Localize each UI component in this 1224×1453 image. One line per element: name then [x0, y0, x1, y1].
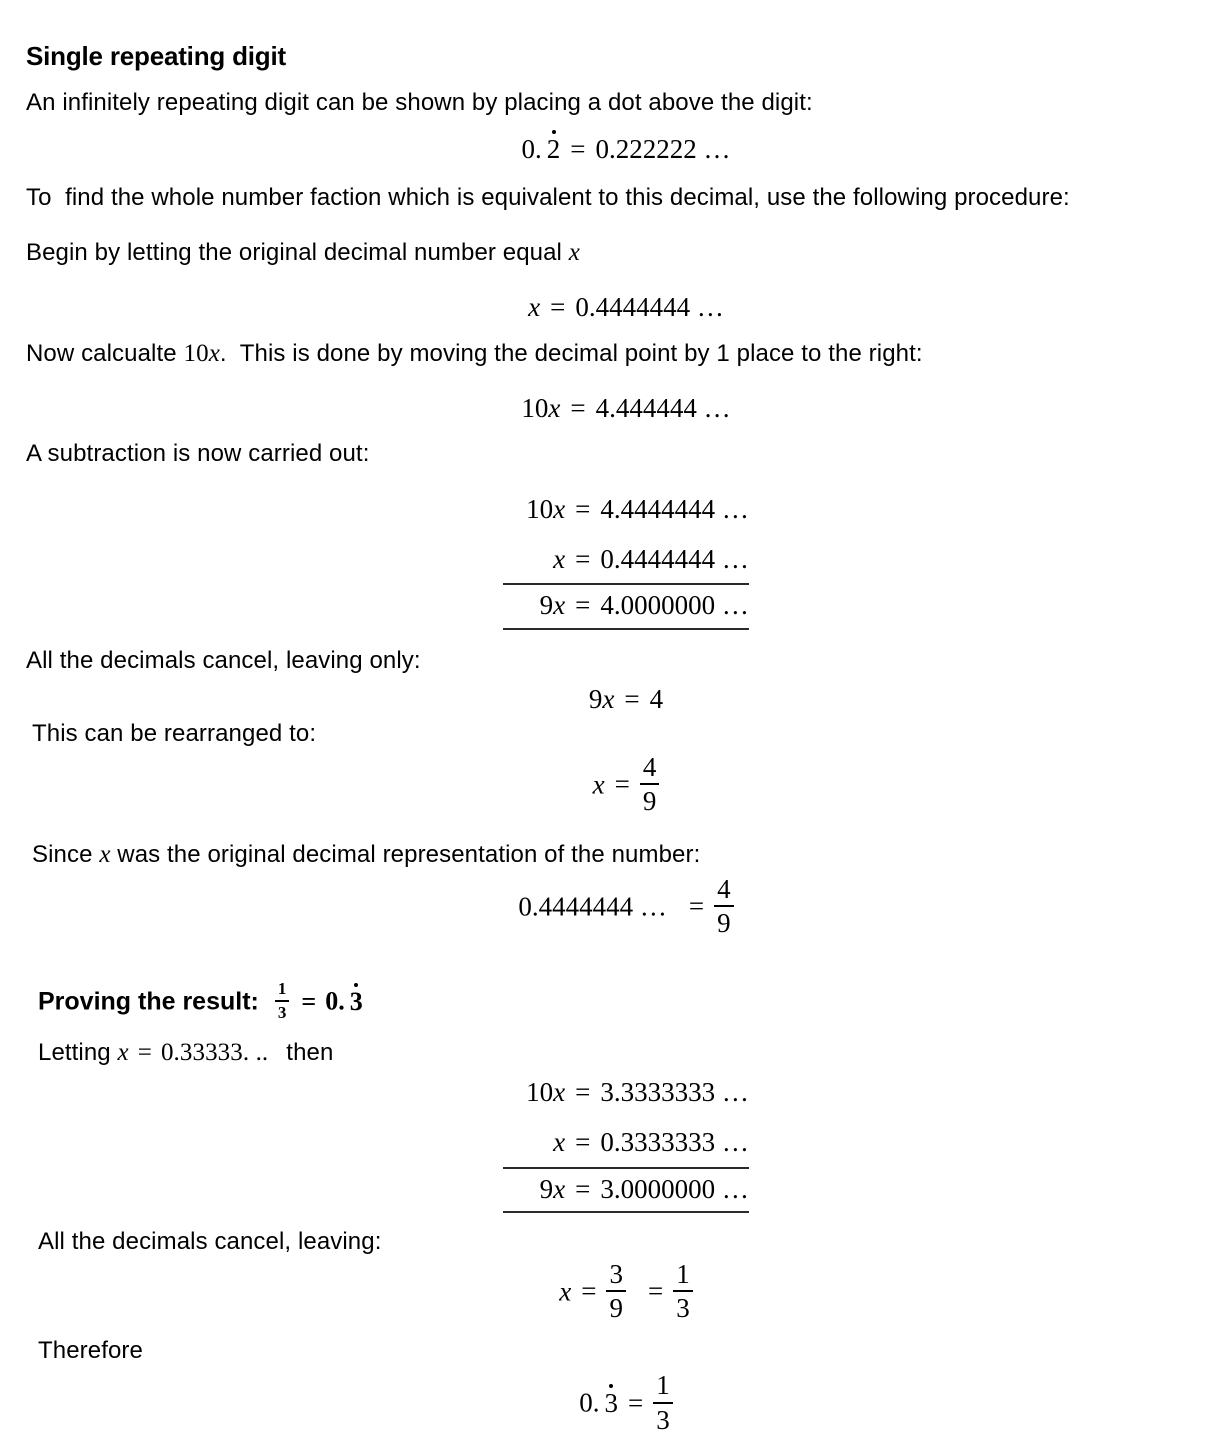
- paragraph-find-fraction: To find the whole number faction which is equivalent to this decimal, use the following procedure:: [26, 184, 1070, 212]
- equals-sign: =: [301, 986, 317, 1016]
- equals-sign: =: [688, 891, 705, 922]
- equation-lhs: [503, 495, 565, 523]
- equation-text: 4.444444 …: [595, 392, 731, 423]
- fraction-3-9: [606, 1260, 626, 1323]
- equation-text: 0.222222 …: [595, 133, 731, 164]
- equals-sign: =: [570, 392, 586, 423]
- equation-text: 0.: [579, 1387, 600, 1418]
- math-coefficient: 10: [521, 392, 549, 423]
- paragraph-since: [26, 841, 1200, 869]
- equals-sign: =: [575, 1173, 591, 1204]
- fraction-1-3: [673, 1260, 693, 1323]
- math-variable-x: x: [548, 392, 561, 423]
- equation-10x-equals-4444: [26, 394, 1200, 422]
- dotted-digit: 3: [349, 986, 363, 1016]
- fraction-denominator: 9: [642, 786, 657, 817]
- math-variable-x: x: [553, 493, 566, 524]
- aligned-equations: [503, 1078, 749, 1213]
- equals-sign: =: [647, 1276, 664, 1307]
- paragraph-text: Begin by letting the original decimal number equal: [26, 239, 569, 267]
- fraction-numerator: 1: [653, 1371, 673, 1403]
- fraction-numerator: 3: [606, 1260, 626, 1292]
- equation-9x-equals-4: [26, 685, 1200, 713]
- equation-decimal-equals-4-over-9: [26, 873, 1200, 941]
- fraction-denominator: 3: [676, 1293, 690, 1324]
- subtraction-block-2: [26, 1078, 1200, 1213]
- fraction-numerator: 1: [275, 980, 290, 1002]
- equals-sign: =: [570, 133, 586, 164]
- equals-sign: =: [575, 590, 591, 621]
- math-variable-x: x: [568, 239, 580, 267]
- paragraph-begin: [26, 239, 1200, 267]
- paragraph-text: . This is done by moving the decimal point by 1 place to the right:: [219, 339, 923, 367]
- equation-x-equals-4-over-9: [26, 751, 1200, 819]
- equals-sign: =: [614, 769, 630, 800]
- equation-rhs: 0.3333333 …: [600, 1127, 749, 1158]
- equation-text: 0.4444444 …: [575, 292, 724, 323]
- equals-sign: =: [624, 683, 640, 714]
- fraction-denominator: 3: [277, 1003, 287, 1023]
- equation-x-equals-0444: [26, 293, 1200, 321]
- equals-sign: =: [581, 1276, 597, 1307]
- equation-rhs: 4.0000000 …: [600, 590, 749, 621]
- subtraction-rule: [503, 1167, 749, 1169]
- equation-text: 4: [649, 683, 664, 714]
- paragraph-text: Since: [32, 840, 100, 868]
- math-variable-x: x: [553, 544, 566, 575]
- equation-final-result: [26, 1370, 1200, 1437]
- heading-text: Proving the result:: [38, 987, 259, 1016]
- equals-sign: =: [137, 1038, 152, 1066]
- subtraction-rule: [503, 1211, 749, 1213]
- fraction-numerator: 4: [714, 875, 734, 907]
- equation-row: [503, 591, 749, 619]
- paragraph-text: Letting: [38, 1038, 118, 1066]
- equation-row: [503, 1128, 749, 1156]
- equation-lhs: [503, 1175, 565, 1203]
- fraction-denominator: 3: [656, 1404, 670, 1435]
- equation-text: 0.4444444 …: [518, 891, 667, 922]
- equation-text: 0.: [325, 986, 345, 1016]
- equation-rhs: 4.4444444 …: [600, 493, 749, 524]
- equation-lhs: [503, 1128, 565, 1156]
- fraction-denominator: 9: [717, 907, 731, 938]
- fraction-numerator: 4: [640, 753, 660, 785]
- math-coefficient: 10: [183, 339, 209, 367]
- math-variable-x: x: [553, 590, 566, 621]
- math-variable-x: x: [99, 840, 111, 868]
- equation-x-equals-3-over-9-equals-1-over-3: [26, 1258, 1200, 1326]
- equation-lhs: [503, 591, 565, 619]
- fraction-4-9: [714, 875, 734, 938]
- fraction-1-3: [653, 1371, 673, 1434]
- equation-row: [503, 1078, 749, 1106]
- math-variable-x: x: [553, 1127, 566, 1158]
- paragraph-text: was the original decimal representation of the number:: [110, 840, 701, 868]
- equation-row: [503, 495, 749, 523]
- math-coefficient: 9: [588, 683, 603, 714]
- math-variable-x: x: [559, 1276, 572, 1307]
- fraction-numerator: 1: [673, 1260, 693, 1292]
- math-coefficient: 10: [526, 1076, 554, 1107]
- equals-sign: =: [628, 1387, 644, 1418]
- equation-repeating-dot-2: [26, 135, 1200, 163]
- equals-sign: =: [575, 544, 591, 575]
- math-variable-x: x: [117, 1038, 129, 1066]
- math-coefficient: 9: [539, 1173, 554, 1204]
- math-coefficient: 10: [526, 493, 554, 524]
- fraction-denominator: 9: [609, 1293, 623, 1324]
- math-coefficient: 9: [539, 590, 554, 621]
- paragraph-cancel-only: All the decimals cancel, leaving only:: [26, 646, 421, 674]
- paragraph-letting: [26, 1039, 1200, 1067]
- subtraction-rule: [503, 628, 749, 630]
- equals-sign: =: [575, 1127, 591, 1158]
- paragraph-therefore: Therefore: [38, 1336, 143, 1364]
- subtraction-rule: [503, 583, 749, 585]
- paragraph-cancel: All the decimals cancel, leaving:: [38, 1227, 382, 1255]
- paragraph-text: then: [286, 1038, 334, 1066]
- paragraph-rearranged: This can be rearranged to:: [32, 720, 317, 748]
- math-variable-x: x: [592, 769, 605, 800]
- paragraph-text: Now calcualte: [26, 339, 184, 367]
- fraction-4-9: [640, 753, 660, 816]
- equals-sign: =: [575, 1076, 591, 1107]
- equals-sign: =: [550, 292, 566, 323]
- math-variable-x: x: [602, 683, 615, 714]
- equation-text: 0.: [521, 133, 542, 164]
- paragraph-intro: An infinitely repeating digit can be shown by placing a dot above the digit:: [26, 89, 813, 117]
- math-variable-x: x: [553, 1173, 566, 1204]
- math-variable-x: x: [528, 292, 541, 323]
- dotted-digit: 3: [604, 1387, 618, 1418]
- paragraph-subtraction: A subtraction is now carried out:: [26, 439, 370, 467]
- fraction-1-3: [275, 980, 290, 1022]
- equation-row: [503, 545, 749, 573]
- equation-rhs: 3.0000000 …: [600, 1173, 749, 1204]
- equals-sign: =: [575, 493, 591, 524]
- dotted-digit: 2: [546, 133, 561, 164]
- subtraction-block-1: [26, 495, 1200, 630]
- proving-result-heading: [26, 979, 1200, 1024]
- equation-rhs: 3.3333333 …: [600, 1076, 749, 1107]
- equation-lhs: [503, 545, 565, 573]
- math-variable-x: x: [553, 1076, 566, 1107]
- page-title: Single repeating digit: [26, 41, 286, 71]
- equation-rhs: 0.4444444 …: [600, 544, 749, 575]
- equation-text: 0.33333. ..: [160, 1038, 269, 1066]
- equation-row: [503, 1175, 749, 1203]
- math-variable-x: x: [208, 339, 220, 367]
- aligned-equations: [503, 495, 749, 630]
- paragraph-calculate-10x: [26, 340, 1200, 368]
- equation-lhs: [503, 1078, 565, 1106]
